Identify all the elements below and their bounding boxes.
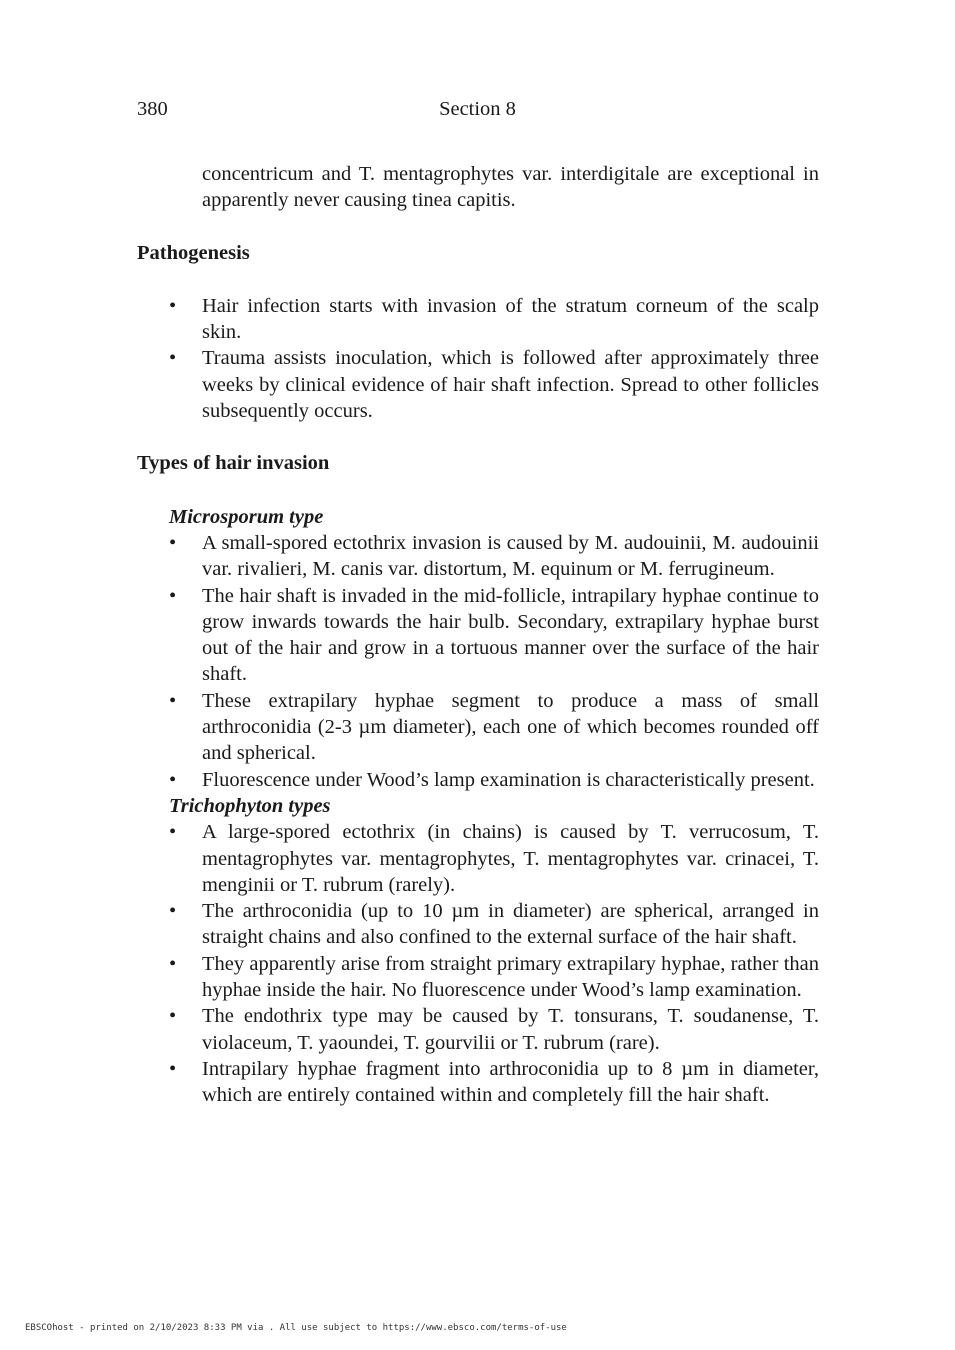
print-footer: EBSCOhost - printed on 2/10/2023 8:33 PM via . All use subject to https://www.ebsco.com/terms-of-use (25, 1323, 567, 1333)
bullet-icon: • (169, 1057, 177, 1080)
page-body (137, 161, 819, 1109)
list-item (137, 1003, 819, 1056)
bullet-icon: • (169, 1005, 177, 1028)
list-item (137, 293, 819, 346)
running-head: Section 8 (439, 98, 516, 120)
list-item (137, 819, 819, 898)
microsporum-subheading: Microsporum type (169, 505, 324, 528)
bullet-icon: • (169, 347, 177, 370)
list-item (137, 951, 819, 1004)
list-item (137, 688, 819, 767)
list-item-text: They apparently arise from straight primary extrapilary hyphae, rather than hyphae inside the hair. No fluorescence under Wood’s lamp examination. (202, 952, 819, 1002)
list-item-text: These extrapilary hyphae segment to produce a mass of small arthroconidia (2-3 µm diameter), each one of which becomes rounded off and spherical. (202, 689, 819, 765)
list-item (137, 530, 819, 583)
list-item-text: Fluorescence under Wood’s lamp examination is characteristically present. (202, 768, 815, 791)
pathogenesis-list (137, 293, 819, 424)
bullet-icon: • (169, 584, 177, 607)
bullet-icon: • (169, 900, 177, 923)
list-item-text: A large-spored ectothrix (in chains) is caused by T. verrucosum, T. mentagrophytes var. mentagrophytes, T. mentagrophytes var. crinacei, T. menginii or T. rubrum (rarely). (202, 821, 819, 896)
bullet-icon: • (169, 531, 177, 554)
list-item (137, 583, 819, 688)
types-heading: Types of hair invasion (137, 452, 330, 475)
pathogenesis-heading: Pathogenesis (137, 241, 250, 264)
list-item-text: Hair infection starts with invasion of the stratum corneum of the scalp skin. (202, 294, 819, 344)
intro-paragraph: concentricum and T. mentagrophytes var. interdigitale are exceptional in apparently never causing tinea capitis. (202, 163, 819, 212)
bullet-icon: • (169, 821, 177, 844)
trichophyton-subheading: Trichophyton types (169, 794, 331, 817)
trichophyton-list (137, 819, 819, 1108)
bullet-icon: • (169, 768, 177, 791)
list-item-text: The hair shaft is invaded in the mid-follicle, intrapilary hyphae continue to grow inwards towards the hair bulb. Secondary, extrapilary hyphae burst out of the hair and grow in a tortuous manner over the surface of the hair shaft. (202, 584, 819, 686)
bullet-icon: • (169, 689, 177, 712)
list-item-text: Trauma assists inoculation, which is followed after approximately three weeks by clinical evidence of hair shaft infection. Spread to other follicles subsequently occurs. (202, 347, 819, 423)
bullet-icon: • (169, 294, 177, 317)
list-item-text: Intrapilary hyphae fragment into arthroconidia up to 8 µm in diameter, which are entirely contained within and completely fill the hair shaft. (202, 1057, 819, 1107)
list-item-text: A small-spored ectothrix invasion is caused by M. audouinii, M. audouinii var. rivalieri, M. canis var. distortum, M. equinum or M. ferrugineum. (202, 531, 819, 581)
page-number: 380 (137, 98, 168, 120)
list-item-text: The arthroconidia (up to 10 µm in diameter) are spherical, arranged in straight chains and also confined to the external surface of the hair shaft. (202, 900, 819, 949)
microsporum-list (137, 530, 819, 793)
list-item-text: The endothrix type may be caused by T. tonsurans, T. soudanense, T. violaceum, T. yaoundei, T. gourvilii or T. rubrum (rare). (202, 1005, 819, 1054)
list-item (137, 898, 819, 951)
bullet-icon: • (169, 952, 177, 975)
list-item (137, 767, 819, 793)
list-item (137, 345, 819, 424)
list-item (137, 1056, 819, 1109)
